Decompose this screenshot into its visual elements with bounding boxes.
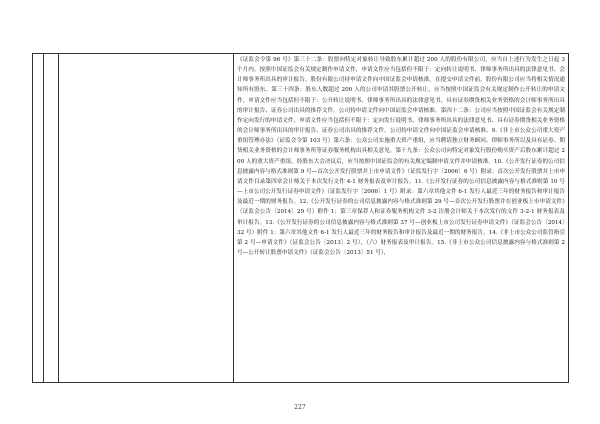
empty-cell-1: [33, 54, 44, 383]
content-table: [32, 53, 569, 383]
empty-cell-3: [59, 54, 234, 383]
body-text-cell: [234, 54, 569, 383]
page-number: 227: [294, 404, 306, 411]
body-text: 《证监会令第 96 号》第三十二条：股票向特定对象转让导致股东累计超过 200 人的股份有限公司，应当自上述行为发生之日起 3 个月内，按照中国证监会有关规定制作申请文件，申请文件应当包括但不限于：定向转让说明书、律师事务所出具的法律意见书、会计师事务所出具的审计报告。股份有限公司持申请文件向中国证监会申请核准。在提交申请文件前，股份有限公司应当将相关情况通知所有股东。第三十四条：股东人数超过 200 人的公司申请其股票公开转让，应当按照中国证监会有关规定制作公开转让的申请文件，申请文件应当包括但不限于：公开转让说明书、律师事务所出具的法律意见书、具有证券期货相关业务资格的会计师事务所出具的审计报告、证券公司出具的推荐文件。公司持申请文件向中国证监会申请核准。第四十二条：公司应当按照中国证监会有关规定制作定向发行的申请文件，申请文件应当包括但不限于：定向发行说明书、律师事务所出具的法律意见书、具有证券期货相关业务资格的会计师事务所出具的审计报告、证券公司出具的推荐文件。公司持申请文件向中国证监会申请核准。9.《非上市公众公司重大资产重组管理办法》（证监会令第 103 号）第六条：公众公司实施重大资产重组，应当聘请独立财务顾问、律师事务所以及具有证券、期货相关业务资格的会计师事务所等证券服务机构出具相关意见。第十九条：公众公司向特定对象发行股份购买资产后股东累计超过 200 人的重大资产重组，经股东大会决议后，应当按照中国证监会的有关规定编制申请文件并申请核准。10.《公开发行证券的公司信息披露内容与格式准则第 9 号—首次公开发行股票并上市申请文件》（证监发行字〔2006〕6 号）附录：首次公开发行股票并上市申请文件目录第四章会计师关于本次发行文件 4-1 财务报表及审计报告。11.《公开发行证券的公司信息披露内容与格式准则第 10 号—上市公司公开发行证券申请文件》（证监发行字〔2006〕1 号）附录：第六章其他文件 6-1 发行人最近三年的财务报告和审计报告及最近一期的财务报告。12.《公开发行证券的公司信息披露内容与格式准则第 29 号—首次公开发行股票并在创业板上市申请文件》（证监会公告〔2014〕29 号）附件 1：第三章保荐人和证券服务机构文件 3-2 注册会计师关于本次发行的文件 3-2-1 财务报表及审计报告。13.《公开发行证券的公司信息披露内容与格式准则第 37 号—创业板上市公司发行证券申请文件》（证监会公告〔2014〕32 号）附件 1：第六章其他文件 6-1 发行人最近三年的财务报告和审计报告及最近一期的财务报告。14.《非上市公众公司监管指引第 2 号—申请文件》（证监会公告〔2013〕2 号），（六）财务报表及审计报告。15.《非上市公众公司信息披露内容与格式准则第 2 号—公开转让股票申请文件》（证监会公告〔2013〕51 号），: [237, 57, 565, 256]
table-row: [33, 54, 569, 383]
empty-cell-2: [44, 54, 59, 383]
